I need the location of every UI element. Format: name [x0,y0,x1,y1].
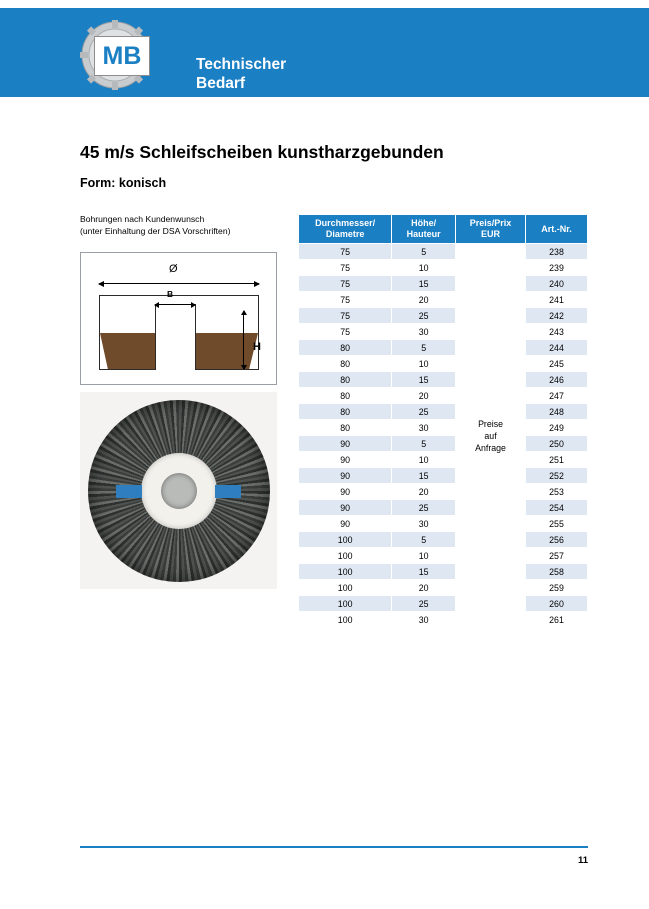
column-header-diameter-line1: Durchmesser/ [315,218,376,228]
column-header-height [392,215,456,244]
cell-height: 5 [392,244,456,260]
column-header-price-line2: EUR [481,229,501,239]
drawing-bore-dimension-line [155,304,195,305]
cell-height: 25 [392,500,456,516]
cell-article-number: 238 [526,244,588,260]
cell-article-number: 240 [526,276,588,292]
table-row [299,388,588,404]
cell-diameter: 80 [299,340,392,356]
table-body [299,244,588,628]
cell-article-number: 242 [526,308,588,324]
cell-article-number: 249 [526,420,588,436]
cell-diameter: 100 [299,580,392,596]
column-header-diameter [299,215,392,244]
cell-diameter: 75 [299,260,392,276]
cell-height: 5 [392,436,456,452]
column-header-price-line1: Preis/Prix [469,218,512,228]
table-header-row [299,215,588,244]
page-header [0,8,649,97]
page-subtitle: Form: konisch [80,176,167,190]
customer-note-line1: Bohrungen nach Kundenwunsch [80,214,205,224]
cell-article-number: 245 [526,356,588,372]
cell-article-number: 251 [526,452,588,468]
cell-height: 30 [392,324,456,340]
wheel-label-left [116,485,142,498]
table-row [299,468,588,484]
table-row [299,420,588,436]
cell-height: 25 [392,596,456,612]
cell-diameter: 80 [299,372,392,388]
cell-height: 5 [392,532,456,548]
table-row [299,276,588,292]
table-row [299,372,588,388]
cell-diameter: 75 [299,292,392,308]
table-row [299,516,588,532]
customer-note [80,214,295,237]
cell-height: 25 [392,308,456,324]
page-number: 11 [577,855,588,866]
drawing-bore [155,304,196,370]
column-header-article [526,215,588,244]
cell-price-on-request [456,244,526,628]
price-note-line3: Anfrage [475,442,506,453]
header-title-line2: Bedarf [196,75,246,92]
cell-diameter: 90 [299,516,392,532]
column-header-height-line1: Höhe/ [411,218,437,228]
cell-height: 25 [392,404,456,420]
cell-diameter: 100 [299,564,392,580]
table-row [299,532,588,548]
cell-height: 15 [392,468,456,484]
cell-article-number: 253 [526,484,588,500]
cell-diameter: 100 [299,596,392,612]
table-row [299,548,588,564]
table-row [299,452,588,468]
company-logo [80,20,168,90]
footer-divider [80,846,588,848]
cell-height: 20 [392,292,456,308]
drawing-height-dimension-line [243,311,244,369]
drawing-cone-right [195,333,258,369]
cell-article-number: 239 [526,260,588,276]
cell-article-number: 255 [526,516,588,532]
drawing-height-label: H [253,341,261,353]
cell-article-number: 259 [526,580,588,596]
table-row [299,404,588,420]
cell-diameter: 80 [299,420,392,436]
column-header-diameter-line2: Diametre [325,229,365,239]
cell-height: 30 [392,420,456,436]
customer-note-line2: (unter Einhaltung der DSA Vorschriften) [80,225,231,236]
table-row [299,564,588,580]
wheel-bore [161,473,197,509]
product-photo [80,392,277,589]
cell-height: 30 [392,516,456,532]
cell-article-number: 252 [526,468,588,484]
cell-height: 20 [392,580,456,596]
cell-diameter: 90 [299,500,392,516]
header-title-line1: Technischer [196,56,287,73]
price-note-line1: Preise [478,418,503,429]
cell-article-number: 246 [526,372,588,388]
table-row [299,340,588,356]
cell-height: 20 [392,484,456,500]
table-row [299,356,588,372]
cell-article-number: 248 [526,404,588,420]
cell-diameter: 100 [299,548,392,564]
table-row [299,292,588,308]
specification-table [298,214,588,628]
cell-diameter: 90 [299,484,392,500]
header-title [196,55,286,93]
cell-height: 10 [392,260,456,276]
wheel-label-right [215,485,241,498]
specification-table-wrapper [298,214,588,628]
logo-monogram-box [94,36,150,76]
cell-diameter: 80 [299,404,392,420]
table-row [299,436,588,452]
cell-diameter: 75 [299,324,392,340]
column-header-article-line1: Art.-Nr. [541,223,572,234]
cell-height: 15 [392,372,456,388]
price-note-line2: auf [484,430,497,441]
cell-article-number: 260 [526,596,588,612]
table-row [299,308,588,324]
cell-article-number: 244 [526,340,588,356]
table-row [299,500,588,516]
cell-diameter: 75 [299,308,392,324]
cell-height: 10 [392,356,456,372]
cell-height: 5 [392,340,456,356]
cell-diameter: 90 [299,452,392,468]
cell-article-number: 250 [526,436,588,452]
drawing-bore-label: B [167,289,174,299]
page-title: 45 m/s Schleifscheiben kunstharzgebunden [80,142,444,162]
cell-article-number: 258 [526,564,588,580]
logo-monogram: MB [102,41,142,70]
table-row [299,260,588,276]
cell-height: 20 [392,388,456,404]
cell-article-number: 241 [526,292,588,308]
cell-article-number: 247 [526,388,588,404]
cell-height: 30 [392,612,456,628]
table-row [299,484,588,500]
cell-height: 15 [392,276,456,292]
cell-diameter: 80 [299,388,392,404]
table-row [299,580,588,596]
table-row [299,244,588,260]
cell-diameter: 80 [299,356,392,372]
table-row [299,324,588,340]
cell-diameter: 90 [299,436,392,452]
drawing-diameter-label: Ø [169,263,178,275]
column-header-price [456,215,526,244]
table-row [299,612,588,628]
cell-article-number: 261 [526,612,588,628]
column-header-height-line2: Hauteur [406,229,441,239]
cell-article-number: 243 [526,324,588,340]
cell-diameter: 90 [299,468,392,484]
technical-drawing [80,252,277,385]
cell-article-number: 257 [526,548,588,564]
table-row [299,596,588,612]
cell-diameter: 100 [299,532,392,548]
drawing-cone-left [100,333,156,369]
cell-diameter: 75 [299,276,392,292]
cell-height: 10 [392,452,456,468]
cell-height: 15 [392,564,456,580]
drawing-diameter-dimension-line [99,283,259,284]
cell-diameter: 75 [299,244,392,260]
cell-article-number: 254 [526,500,588,516]
cell-height: 10 [392,548,456,564]
cell-article-number: 256 [526,532,588,548]
cell-diameter: 100 [299,612,392,628]
